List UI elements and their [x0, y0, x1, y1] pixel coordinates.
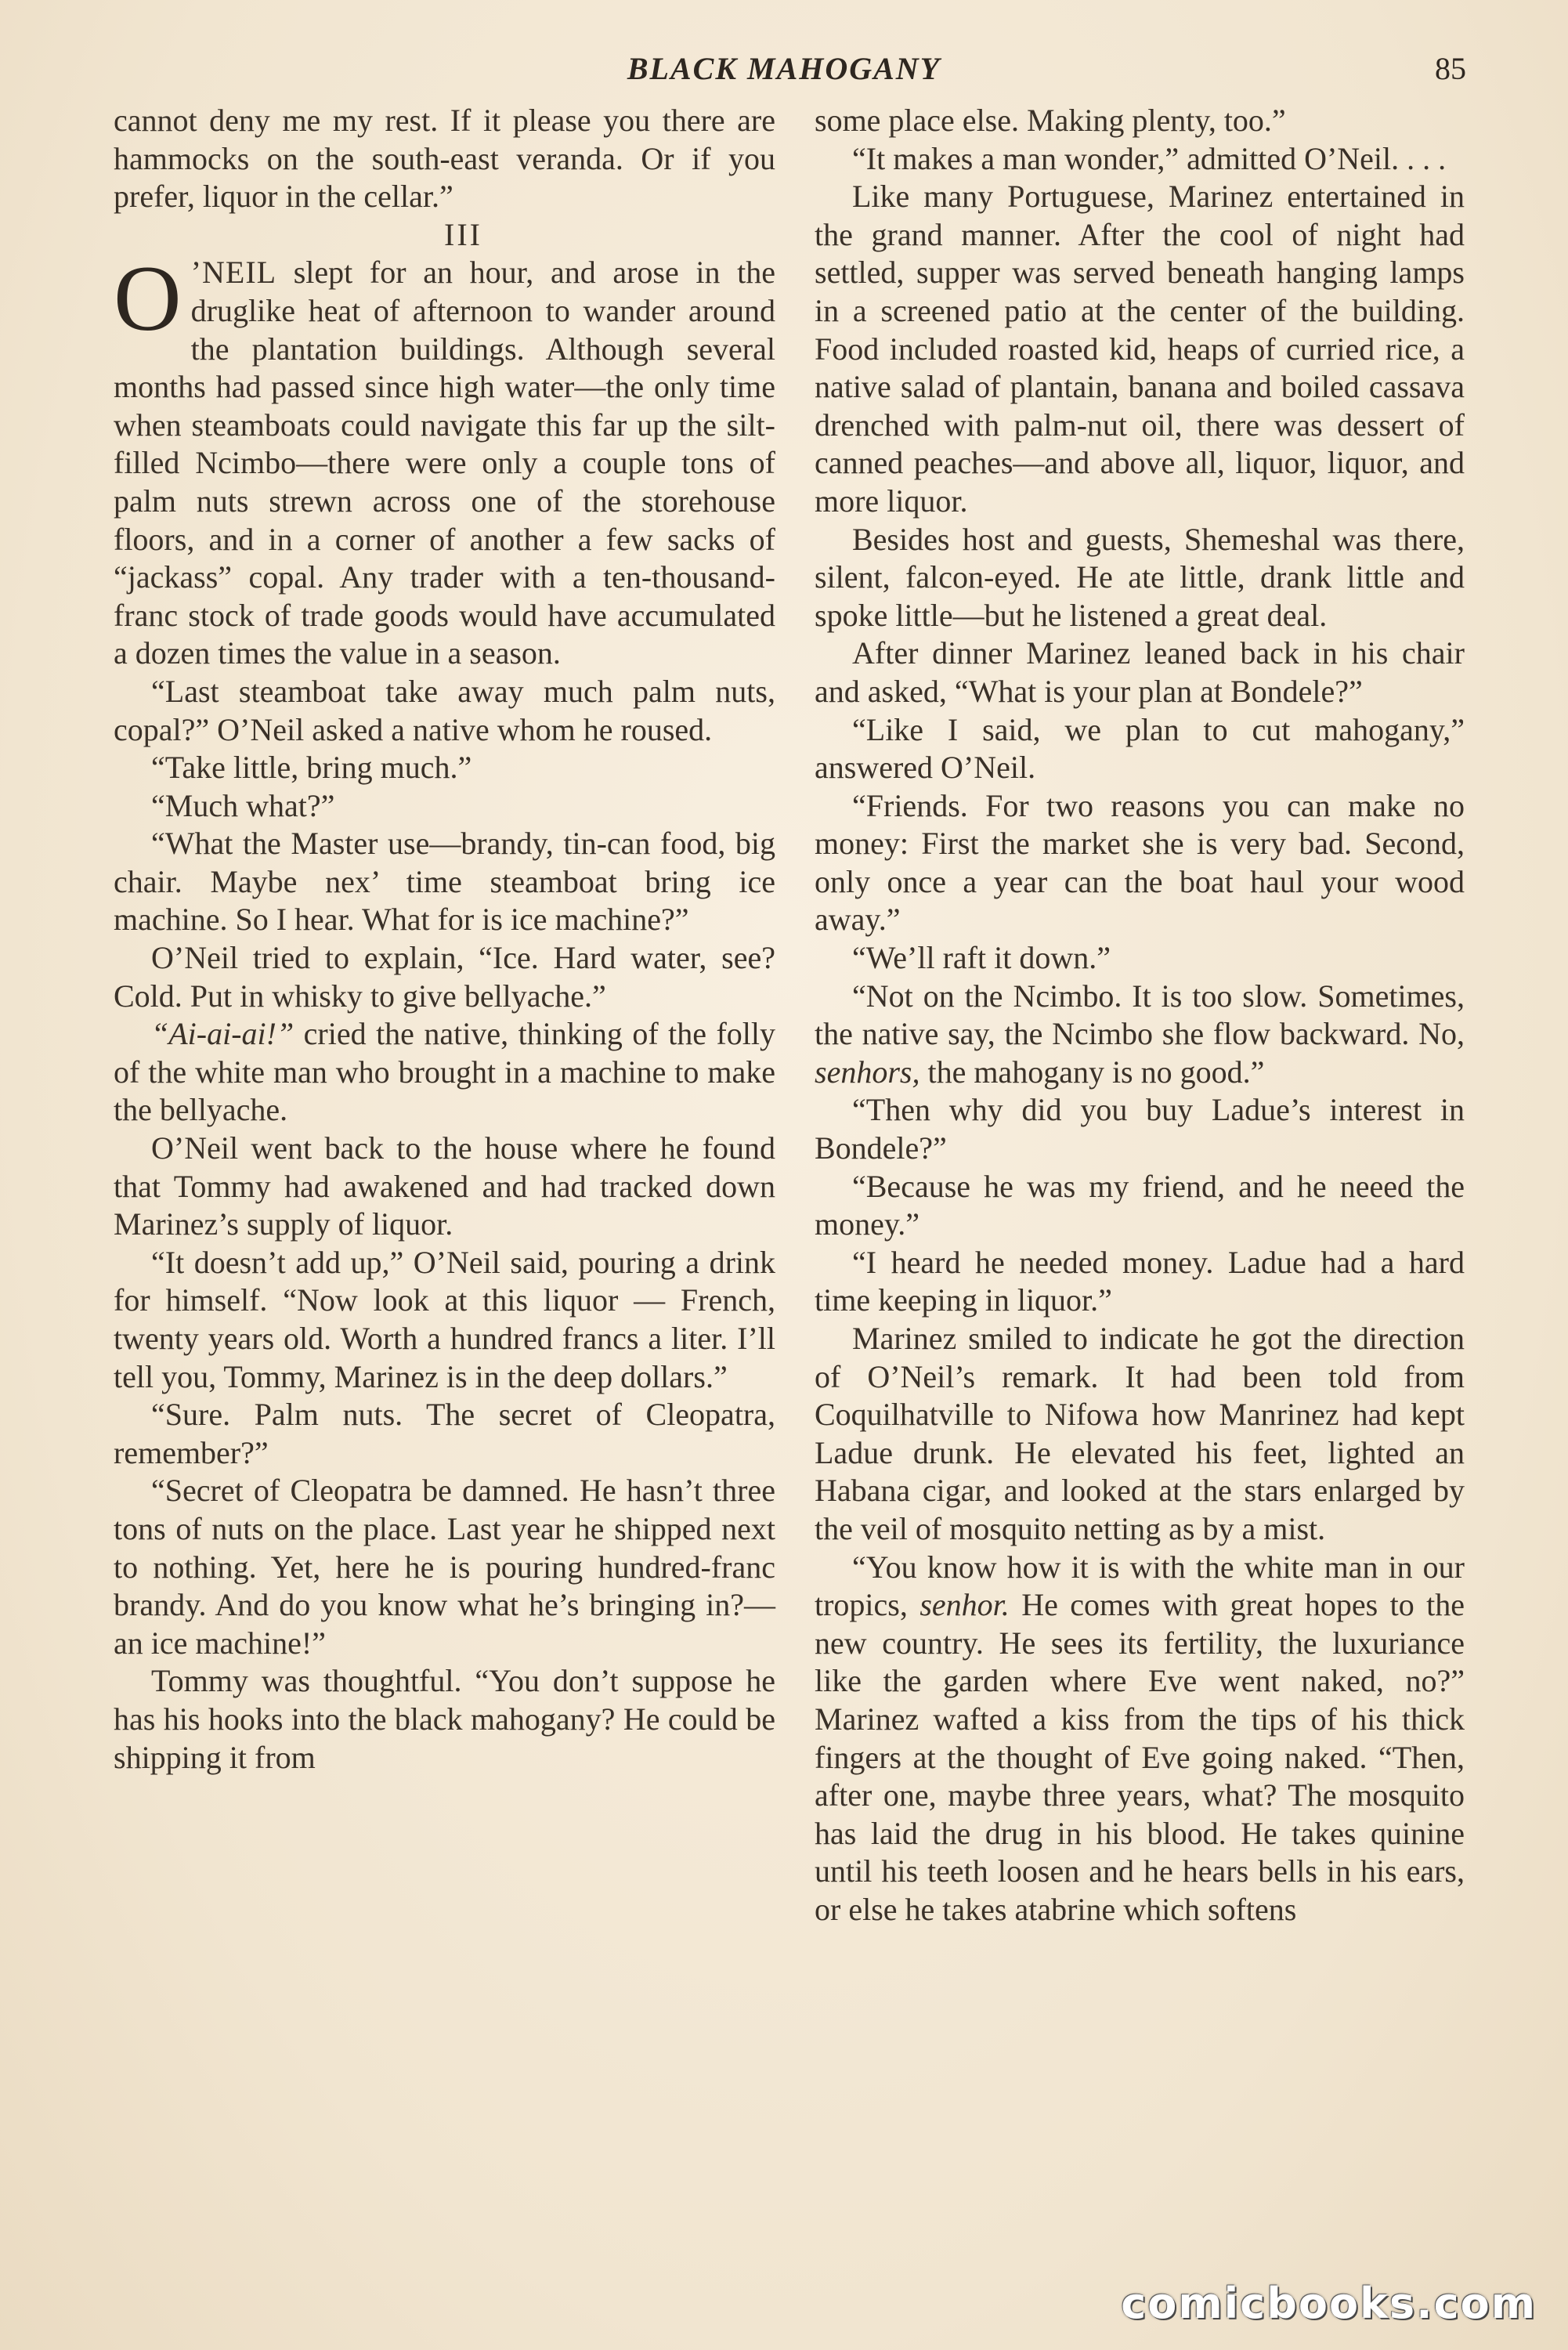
paragraph: Tommy was thoughtful. “You don’t suppose he has his hooks into the black mahogany? He could be shipping it from — [114, 1663, 775, 1775]
opening-small-caps: ’NEIL — [190, 255, 277, 291]
italic-word: senhor. — [919, 1587, 1010, 1623]
paragraph: “Much what?” — [151, 787, 335, 823]
paragraph-text: the mahogany is no good.” — [919, 1054, 1265, 1090]
paragraph: “It makes a man wonder,” admitted O’Neil. . . . — [852, 140, 1447, 176]
paragraph: cannot deny me my rest. If it please you there are hammocks on the south-east veranda. Or if you prefer, liquor in the cellar.” — [114, 103, 775, 215]
paragraph: “Sure. Palm nuts. The secret of Cleopatra, remember?” — [114, 1397, 775, 1470]
page-number: 85 — [1435, 51, 1466, 86]
paragraph-text: “You know how it is with the white man in our tropics, — [815, 1549, 1465, 1623]
paragraph — [815, 978, 1465, 1092]
paragraph: O’Neil tried to explain, “Ice. Hard water, see? Cold. Put in whisky to give bellyache.” — [114, 940, 775, 1014]
paragraph: “Take little, bring much.” — [151, 750, 472, 786]
site-watermark: comicbooks.com — [1121, 2279, 1537, 2328]
paragraph: “Like I said, we plan to cut mahogany,” answered O’Neil. — [815, 711, 1465, 786]
paragraph: Like many Portuguese, Marinez entertained in the grand manner. After the cool of night had settled, supper was served beneath hanging lamps in a screened patio at the center of the building. Food included roasted kid, heaps of curried rice, a native salad of plantain, banana and boiled cassava drenched with palm-nut oil, there was dessert of canned peaches—and above all, liquor, liquor, and more liquor. — [815, 179, 1465, 519]
opening-text: slept for an hour, and arose in the druglike heat of afternoon to wander around the plantation buildings. Although several months had passed since high water—the only time when steamboats could navigate this far up the silt-filled Ncimbo—there were only a couple tons of palm nuts strewn across one of the storehouse floors, and in a corner of another a few sacks of “jackass” copal. Any trader with a ten-thousand-franc stock of trade goods would have accumulated a dozen times the value in a season. — [114, 255, 775, 671]
right-column — [815, 102, 1465, 1929]
paragraph-text: “Not on the Ncimbo. It is too slow. Sometimes, the native say, the Ncimbo she flow backward. No, — [815, 978, 1465, 1052]
paragraph-text: He comes with great hopes to the new country. He sees its fertility, the luxuriance like the garden where Eve went naked, no?” Marinez wafted a kiss from the tips of his thick fingers at the thought of Eve going naked. “Then, after one, maybe three years, what? The mosquito has laid the drug in his blood. He takes quinine until his teeth loosen and he hears bells in his ears, or else he takes atabrine which softens — [815, 1587, 1465, 1927]
paragraph — [114, 1015, 775, 1130]
paragraph: “It doesn’t add up,” O’Neil said, pouring a drink for himself. “Now look at this liquor — French, twenty years old. Worth a hundred francs a liter. I’ll tell you, Tommy, Marinez is in the deep dollars.” — [114, 1244, 775, 1394]
paragraph: Besides host and guests, Shemeshal was there, silent, falcon-eyed. He ate little, drank little and spoke little—but he listened a great deal. — [815, 521, 1465, 633]
drop-cap: O — [114, 246, 182, 351]
paragraph: Marinez smiled to indicate he got the direction of O’Neil’s remark. It had been told from Coquilhatville to Nifowa how Manrinez had kept Ladue drunk. He elevated his feet, lighted an Habana cigar, and looked at the stars enlarged by the veil of mosquito netting as by a mist. — [815, 1321, 1465, 1546]
opening-paragraph — [114, 246, 775, 673]
paragraph: “We’ll raft it down.” — [852, 940, 1111, 976]
paragraph: “Because he was my friend, and he neeed the money.” — [815, 1168, 1465, 1242]
paragraph-text: cried the native, thinking of the folly of the white man who brought in a machine to make the bellyache. — [114, 1016, 775, 1128]
paragraph: “Friends. For two reasons you can make no money: First the market she is very bad. Second, only once a year can the boat haul your wood away.” — [815, 787, 1465, 938]
paragraph: “I heard he needed money. Ladue had a hard time keeping in liquor.” — [815, 1244, 1465, 1318]
paragraph: “Then why did you buy Ladue’s interest in Bondele?” — [815, 1092, 1465, 1166]
italic-word: senhors, — [815, 1054, 920, 1090]
section-number: III — [444, 216, 482, 252]
italic-exclamation: “Ai-ai-ai!” — [151, 1016, 294, 1052]
paragraph: After dinner Marinez leaned back in his chair and asked, “What is your plan at Bondele?” — [815, 635, 1465, 709]
running-head: BLACK MAHOGANY — [627, 51, 941, 86]
paragraph — [815, 1549, 1465, 1929]
paragraph: O’Neil went back to the house where he found that Tommy had awakened and had tracked down Marinez’s supply of liquor. — [114, 1130, 775, 1242]
paragraph: some place else. Making plenty, too.” — [815, 103, 1286, 138]
paragraph: “What the Master use—brandy, tin-can food, big chair. Maybe nex’ time steamboat bring ice machine. So I hear. What for is ice machine?” — [114, 826, 775, 938]
left-column — [114, 102, 775, 1777]
paragraph: “Secret of Cleopatra be damned. He hasn’t three tons of nuts on the place. Last year he shipped next to nothing. Yet, here he is pouring hundred-franc brandy. And do you know what he’s bringing in?—an ice machine!” — [114, 1473, 775, 1661]
paragraph: “Last steamboat take away much palm nuts, copal?” O’Neil asked a native whom he roused. — [114, 673, 775, 747]
